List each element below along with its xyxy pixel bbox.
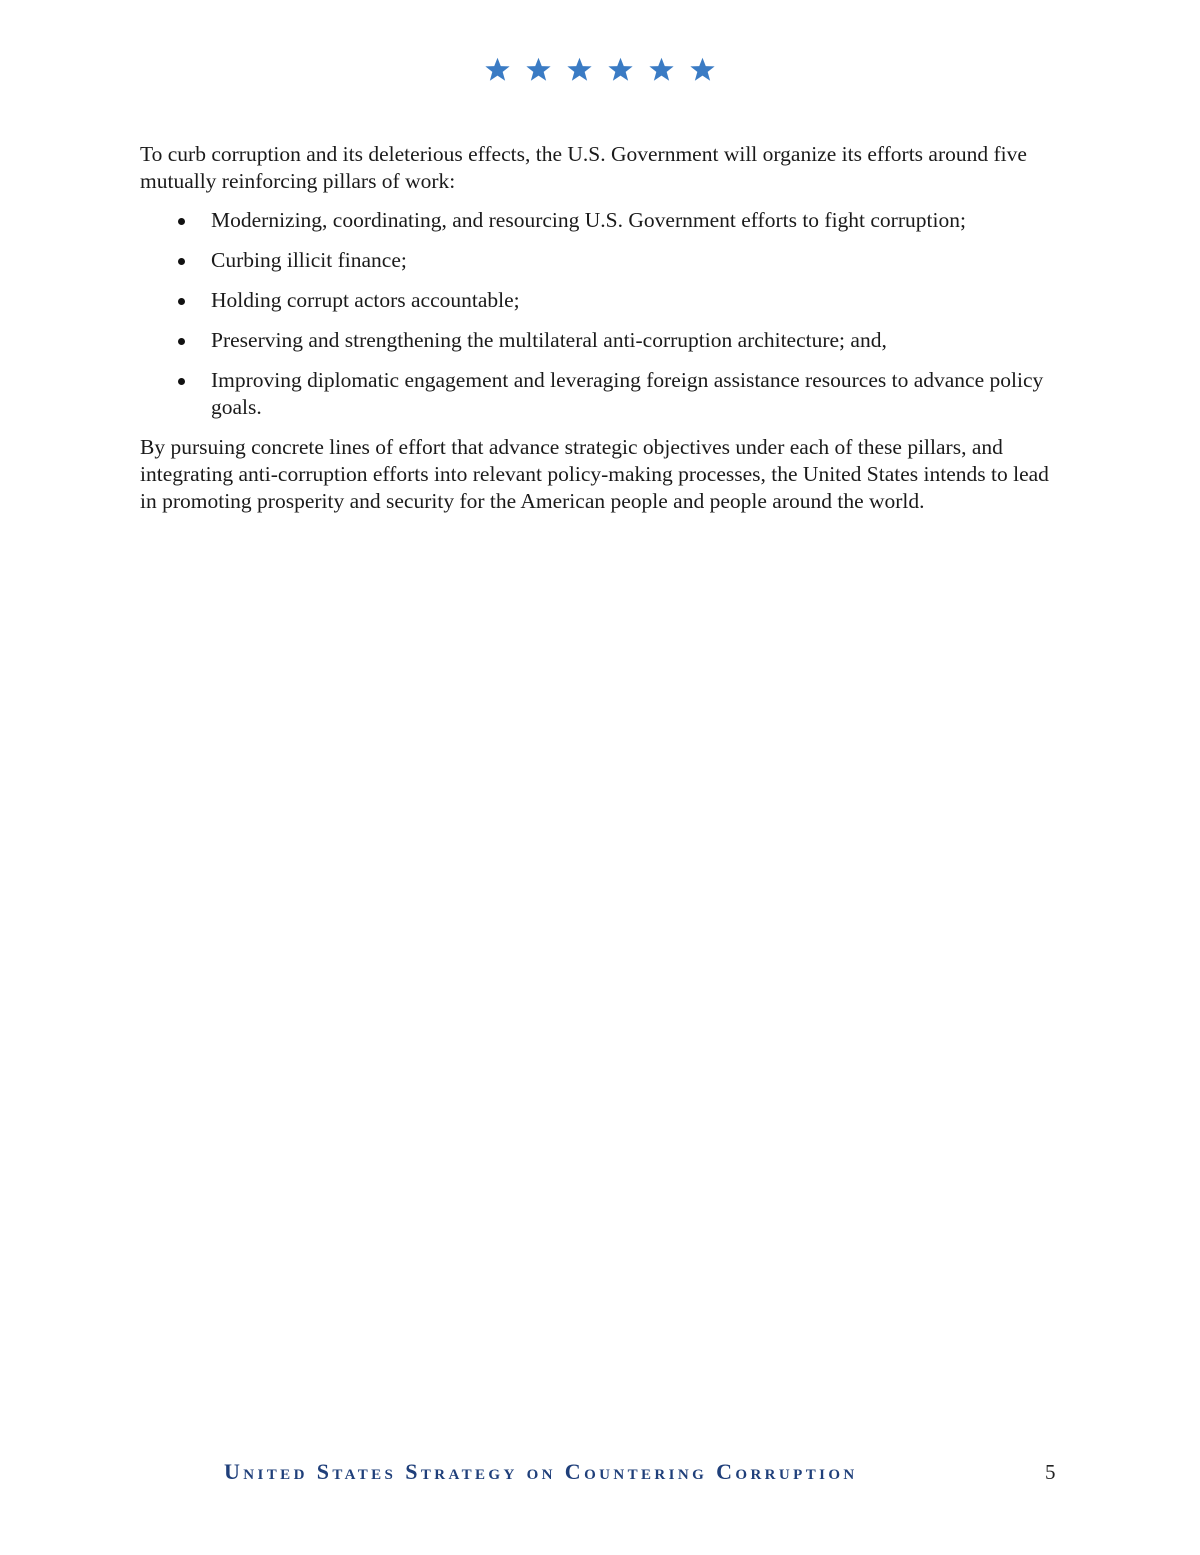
page-number: 5	[1045, 1460, 1056, 1484]
bullet-icon	[178, 258, 185, 265]
bullet-icon	[178, 338, 185, 345]
intro-paragraph: To curb corruption and its deleterious effects, the U.S. Government will organize its efforts around five mutually reinforcing pillars of work:	[140, 142, 1027, 193]
list-item-text: Holding corrupt actors accountable;	[211, 288, 520, 312]
list-item	[140, 287, 1070, 314]
conclusion-paragraph: By pursuing concrete lines of effort that advance strategic objectives under each of these pillars, and integrating anti-corruption efforts into relevant policy-making processes, the United States intends to lead in promoting prosperity and security for the American people and people around the world.	[140, 435, 1049, 513]
star-icon	[484, 56, 511, 83]
list-item-text: Preserving and strengthening the multilateral anti-corruption architecture; and,	[211, 328, 887, 352]
document-body	[140, 141, 1070, 527]
star-icon	[525, 56, 552, 83]
pillars-list	[140, 207, 1070, 421]
star-icon	[607, 56, 634, 83]
list-item	[140, 327, 1070, 354]
list-item	[140, 207, 1070, 234]
list-item	[140, 247, 1070, 274]
list-item-text: Improving diplomatic engagement and leveraging foreign assistance resources to advance policy goals.	[211, 368, 1044, 419]
list-item-text: Modernizing, coordinating, and resourcing U.S. Government efforts to fight corruption;	[211, 208, 966, 232]
bullet-icon	[178, 378, 185, 385]
list-item-text: Curbing illicit finance;	[211, 248, 407, 272]
star-icon	[689, 56, 716, 83]
star-icon	[648, 56, 675, 83]
star-ornament	[0, 56, 1200, 83]
page-footer	[0, 1458, 1200, 1488]
footer-title: United States Strategy on Countering Corruption	[224, 1459, 858, 1484]
star-icon	[566, 56, 593, 83]
list-item	[140, 367, 1070, 421]
bullet-icon	[178, 218, 185, 225]
bullet-icon	[178, 298, 185, 305]
